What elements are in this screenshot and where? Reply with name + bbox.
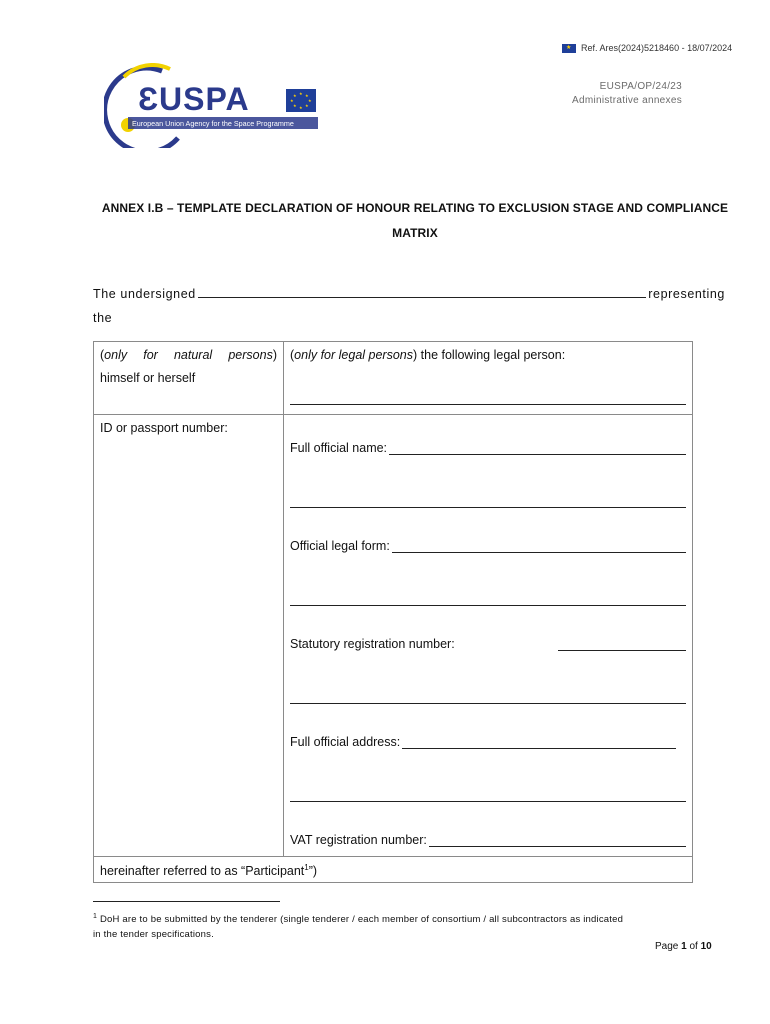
- footnote-line2: in the tender specifications.: [93, 929, 214, 941]
- full-official-name-label: Full official name:: [290, 441, 388, 455]
- svg-text:★: ★: [293, 103, 297, 108]
- id-passport-cell: [94, 415, 284, 857]
- statutory-registration-field[interactable]: [558, 638, 686, 651]
- vat-registration-field[interactable]: [429, 834, 686, 847]
- svg-text:ƐUSPA: ƐUSPA: [138, 81, 250, 117]
- svg-text:★: ★: [293, 93, 297, 98]
- representing-label: representing: [648, 287, 725, 301]
- svg-text:★: ★: [308, 98, 312, 103]
- page-total: 10: [700, 941, 712, 952]
- full-official-name-field-2[interactable]: [290, 495, 686, 508]
- the-label: the: [93, 311, 113, 325]
- footnote-number: 1: [93, 913, 98, 920]
- undersigned-label: The undersigned: [93, 287, 196, 301]
- annex-title: [90, 196, 740, 246]
- natural-persons-label: only for natural persons: [104, 348, 273, 362]
- document-subtitle: Administrative annexes: [572, 95, 682, 106]
- legal-persons-label: only for legal persons: [294, 348, 413, 362]
- document-code-block: [560, 80, 682, 108]
- legal-person-blank[interactable]: [290, 392, 686, 405]
- ares-reference-text: Ref. Ares(2024)5218460 - 18/07/2024: [581, 43, 733, 53]
- official-legal-form-field[interactable]: [392, 540, 686, 553]
- undersigned-blank[interactable]: [198, 286, 646, 298]
- footnote-ref[interactable]: 1: [304, 863, 309, 872]
- id-passport-label: ID or passport number:: [100, 421, 228, 435]
- statutory-registration-field-2[interactable]: [290, 691, 686, 704]
- document-code: EUSPA/OP/24/23: [599, 81, 682, 92]
- legal-details-cell: [284, 415, 693, 857]
- full-official-address-field[interactable]: [402, 736, 676, 749]
- full-official-name-field[interactable]: [389, 442, 686, 455]
- page-number: [655, 941, 712, 952]
- full-official-address-field-2[interactable]: [290, 789, 686, 802]
- page-label: Page: [655, 941, 679, 952]
- annex-title-line1: ANNEX I.B – TEMPLATE DECLARATION OF HONOUR RELATING TO EXCLUSION STAGE AND COMPLIANCE: [101, 201, 729, 215]
- participant-table: [93, 341, 693, 883]
- svg-text:★: ★: [299, 105, 303, 110]
- footnote-line1: DoH are to be submitted by the tenderer (single tenderer / each member of consortium / all subcontractors as indicated: [99, 914, 624, 926]
- legal-persons-cell: (only for legal persons) the following legal person:: [284, 342, 693, 415]
- official-legal-form-label: Official legal form:: [290, 539, 390, 553]
- svg-text:★: ★: [299, 91, 303, 96]
- footnote-divider: [93, 901, 280, 902]
- svg-text:★: ★: [305, 103, 309, 108]
- svg-text:★: ★: [290, 98, 294, 103]
- statutory-registration-label: Statutory registration number:: [290, 637, 455, 651]
- euspa-logo: [104, 63, 324, 148]
- natural-persons-cell: (only for natural persons) himself or herself: [94, 342, 284, 415]
- annex-title-line2: MATRIX: [392, 226, 438, 240]
- footnote: [93, 909, 693, 942]
- page-of: of: [689, 941, 698, 952]
- undersigned-line: [93, 286, 725, 301]
- hereinafter-cell: [94, 857, 693, 883]
- legal-persons-suffix: the following legal person:: [420, 348, 566, 362]
- full-official-address-label: Full official address:: [290, 735, 401, 749]
- hereinafter-end: ”): [308, 864, 318, 879]
- natural-persons-suffix: himself or herself: [100, 371, 196, 385]
- page-current: 1: [681, 941, 687, 952]
- hereinafter-text: hereinafter referred to as “Participant: [100, 864, 305, 879]
- svg-text:European Union Agency for the: European Union Agency for the Space Programme: [132, 119, 294, 128]
- svg-text:★: ★: [305, 93, 309, 98]
- eu-flag-icon: [562, 44, 576, 53]
- ares-reference: [562, 43, 732, 53]
- vat-registration-label: VAT registration number:: [290, 833, 427, 847]
- official-legal-form-field-2[interactable]: [290, 593, 686, 606]
